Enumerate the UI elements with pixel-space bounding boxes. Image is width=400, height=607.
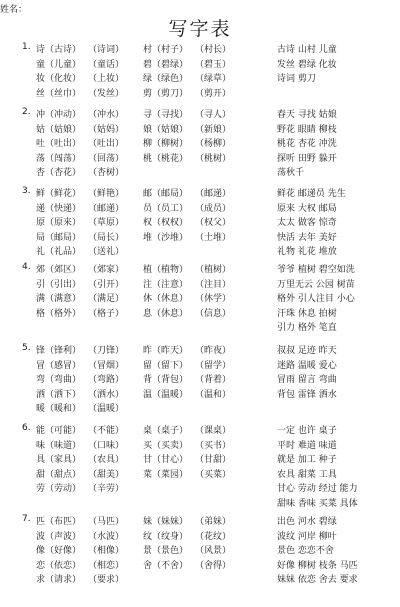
word-cell: 格（格外） [36,308,82,319]
word-cell: 郊（郊区） [36,265,82,275]
word-cell: 买（买卖） [143,440,189,451]
word-cell: （要求） [88,575,125,585]
word-cell: 纹（纹身） [143,531,189,542]
word-cell: （权父） [195,218,232,228]
word-list: 太太 做客 惊奇 [277,218,337,228]
table-row [0,529,400,544]
word-cell: （不能） [88,426,125,436]
table-row [0,107,400,122]
word-cell: （杏树） [88,168,125,178]
word-cell: 满（满意） [36,294,82,304]
word-cell: 童（儿童） [36,59,82,70]
word-cell: （相像） [88,546,125,556]
word-list: 背包 雷锋 洒水 [277,389,337,400]
section-number: 1. [22,42,31,52]
word-cell: （口味） [88,440,125,451]
word-cell: 权（权权） [143,218,189,228]
word-cell: （买书） [195,440,232,451]
table-row [0,452,400,467]
word-cell: 姑（姑娘） [36,124,82,135]
word-cell: （舍得） [195,560,232,571]
word-cell: （背着） [195,375,232,385]
word-list: 汗珠 休息 拍树 [277,308,337,319]
word-list: 野花 眼睛 柳枝 [277,124,337,135]
word-cell: （桃树） [195,153,232,164]
word-cell: （邮递） [195,189,232,199]
word-cell: （冒烟） [88,360,125,371]
word-list: 甜味 香味 买菜 具体 [277,498,358,509]
word-cell: （局长） [88,232,125,243]
word-list: 景色 恋恋不舍 [277,546,334,556]
word-list: 爷爷 植树 碧空如洗 [277,265,355,275]
word-cell: 寻（寻找） [143,110,189,120]
word-cell: 匹（布匹） [36,517,82,527]
word-cell: 妆（化妆） [36,74,82,84]
word-list: 万里无云 公园 树苗 [277,279,355,290]
word-cell: （邮递） [88,203,125,214]
word-list: 古诗 山村 儿童 [277,45,337,55]
word-cell: 息（休息） [143,308,189,319]
word-cell: 暖（暖和） [36,404,82,414]
word-cell: 留（留下） [143,360,189,371]
word-list: 礼物 礼花 堆放 [277,247,337,257]
word-cell: 景（景色） [143,546,189,556]
section-number: 6. [22,423,31,433]
table-row [0,401,400,416]
word-cell: （吐出） [88,139,125,149]
word-cell: 礼（礼品） [36,247,82,257]
table-row [0,86,400,101]
table-row [0,244,400,259]
word-list: 迷路 温暖 爱心 [277,360,337,371]
word-cell: 柳（柳树） [143,139,189,149]
word-cell: 休（休息） [143,294,189,304]
word-cell: 递（快递） [36,203,82,214]
word-cell: （童话） [88,59,125,70]
word-cell: （温和） [195,389,232,400]
word-cell: （注目） [195,279,232,290]
word-cell: （弯路） [88,375,125,385]
word-list: 好像 柳树 枝条 马匹 [277,560,358,571]
word-list: 快活 去年 美好 [277,232,337,243]
table-row [0,496,400,511]
word-list: 农具 甜菜 工具 [277,469,337,480]
word-cell: 具（家具） [36,455,82,465]
table-row [0,320,400,335]
table-row [0,438,400,453]
word-cell: 桌（桌子） [143,426,189,436]
word-cell: 员（员工） [143,203,189,214]
word-list: 一定 也许 桌子 [277,426,337,436]
table-row [0,136,400,151]
table-row [0,481,400,496]
word-cell: 鲜（鲜花） [36,189,82,199]
word-cell: 舍（不舍） [143,560,189,571]
word-cell: 恋（依恋） [36,560,82,571]
word-cell: （刀锋） [88,346,125,356]
word-cell: 植（植物） [143,265,189,275]
word-cell: 桃（桃花） [143,153,189,164]
page-title: 写字表 [168,18,232,40]
table-row [0,165,400,180]
word-list: 出色 河水 碧绿 [277,517,337,527]
word-list: 甘心 劳动 经过 能力 [277,484,358,494]
word-cell: 原（原来） [36,218,82,228]
word-cell: 能（可能） [36,426,82,436]
word-list: 原来 大权 邮局 [277,203,337,214]
word-cell: 杏（杏花） [36,168,82,178]
word-cell: 诗（古诗） [36,45,82,55]
table-row [0,291,400,306]
word-cell: 味（味道） [36,440,82,451]
word-list: 春天 寻找 姑娘 [277,110,337,120]
word-cell: （课桌） [195,426,232,436]
table-row [0,151,400,166]
word-cell: （甘甜） [195,455,232,465]
word-cell: 求（请求） [36,575,82,585]
word-cell: 剪（剪刀） [143,88,189,99]
table-row [0,230,400,245]
word-cell: 碧（碧绿） [143,59,189,70]
word-cell: 波（声波） [36,531,82,542]
table-row [0,467,400,482]
word-cell: 丝（丝巾） [36,88,82,99]
word-cell: （植树） [195,265,232,275]
word-cell: 村（村子） [143,45,189,55]
word-cell: （成员） [195,203,232,214]
word-list: 引力 格外 笔直 [277,323,337,333]
section-number: 2. [22,107,31,117]
word-cell: （甜美） [88,469,125,480]
word-cell: （马匹） [88,517,125,527]
table-row [0,201,400,216]
word-cell: （相恋） [88,560,125,571]
table-row [0,277,400,292]
table-row [0,358,400,373]
word-list: 妹妹 依恋 舍去 要求 [277,575,358,585]
word-cell: 弯（弯曲） [36,375,82,385]
word-cell: 注（注意） [143,279,189,290]
word-cell: 背（背包） [143,375,189,385]
table-row [0,387,400,402]
word-cell: 温（温暖） [143,389,189,400]
table-row [0,572,400,587]
table-row [0,543,400,558]
word-cell: （发丝） [88,88,125,99]
word-cell: （鲜艳） [88,189,125,199]
word-list: 探听 田野 躲开 [277,153,337,164]
section-number: 4. [22,262,31,272]
word-cell: （温暖） [88,404,125,414]
table-row [0,423,400,438]
table-row [0,71,400,86]
word-list: 荡秋千 [277,168,305,178]
word-cell: （冲水） [88,110,125,120]
word-list: 冒雨 留言 弯曲 [277,375,337,385]
section-number: 3. [22,186,31,196]
word-cell: （送礼） [88,247,125,257]
word-cell: （碧玉） [195,59,232,70]
word-cell: （郊家） [88,265,125,275]
word-cell: （村长） [195,45,232,55]
word-cell: （弟妹） [195,517,232,527]
section-number: 5. [22,343,31,353]
word-list: 格外 引人注目 小心 [277,294,355,304]
word-cell: （绿草） [195,74,232,84]
word-cell: 劳（劳动） [36,484,82,494]
word-cell: （草原） [88,218,125,228]
word-cell: 妹（妹妹） [143,517,189,527]
word-cell: （上妆） [88,74,125,84]
word-cell: （诗词） [88,45,125,55]
word-cell: （格子） [88,308,125,319]
word-cell: （新娘） [195,124,232,135]
word-cell: 局（邮局） [36,232,82,243]
table-row [0,262,400,277]
word-cell: （水波） [88,531,125,542]
table-row [0,122,400,137]
word-cell: 甘（甘心） [143,455,189,465]
word-cell: （满足） [88,294,125,304]
word-list: 发丝 碧绿 化妆 [277,59,337,70]
table-row [0,306,400,321]
word-cell: （洒水） [88,389,125,400]
table-row [0,558,400,573]
word-cell: 娘（姑娘） [143,124,189,135]
word-cell: 邮（邮局） [143,189,189,199]
table-row [0,215,400,230]
word-list: 波纹 河岸 柳叶 [277,531,337,542]
word-list: 诗词 剪刀 [277,74,316,84]
table-row [0,186,400,201]
name-label: 姓名： [0,5,28,15]
word-cell: （留学） [195,360,232,371]
word-cell: （剪开） [195,88,232,99]
word-cell: 吐（吐出） [36,139,82,149]
word-cell: （花纹） [195,531,232,542]
word-cell: 洒（洒下） [36,389,82,400]
word-cell: 荡（闯荡） [36,153,82,164]
word-cell: （姑妈） [88,124,125,135]
word-cell: 绿（绿色） [143,74,189,84]
word-cell: （寻人） [195,110,232,120]
word-cell: （买菜） [195,469,232,480]
table-row [0,42,400,57]
table-row [0,57,400,72]
word-cell: 菜（菜园） [143,469,189,480]
word-list: 叔叔 足迹 昨天 [277,346,337,356]
word-cell: （引开） [88,279,125,290]
word-cell: （土堆） [195,232,232,243]
word-cell: （农具） [88,455,125,465]
word-cell: （信息） [195,308,232,319]
word-cell: 冲（冲动） [36,110,82,120]
word-cell: 昨（昨天） [143,346,189,356]
word-list: 平时 难道 味道 [277,440,337,451]
word-cell: 像（好像） [36,546,82,556]
word-cell: （回荡） [88,153,125,164]
table-row [0,514,400,529]
word-cell: 冒（感冒） [36,360,82,371]
word-cell: （杨柳） [195,139,232,149]
word-cell: 锋（锋利） [36,346,82,356]
word-cell: 堆（沙堆） [143,232,189,243]
word-cell: （休学） [195,294,232,304]
word-cell: （辛劳） [88,484,125,494]
word-list: 鲜花 邮递员 先生 [277,189,346,199]
word-cell: （风景） [195,546,232,556]
section-number: 7. [22,514,31,524]
word-cell: （昨夜） [195,346,232,356]
table-row [0,343,400,358]
word-cell: 引（引出） [36,279,82,290]
word-list: 桃花 杏花 冲洗 [277,139,337,149]
word-cell: 甜（甜点） [36,469,82,480]
table-row [0,372,400,387]
word-list: 就是 加工 种子 [277,455,337,465]
